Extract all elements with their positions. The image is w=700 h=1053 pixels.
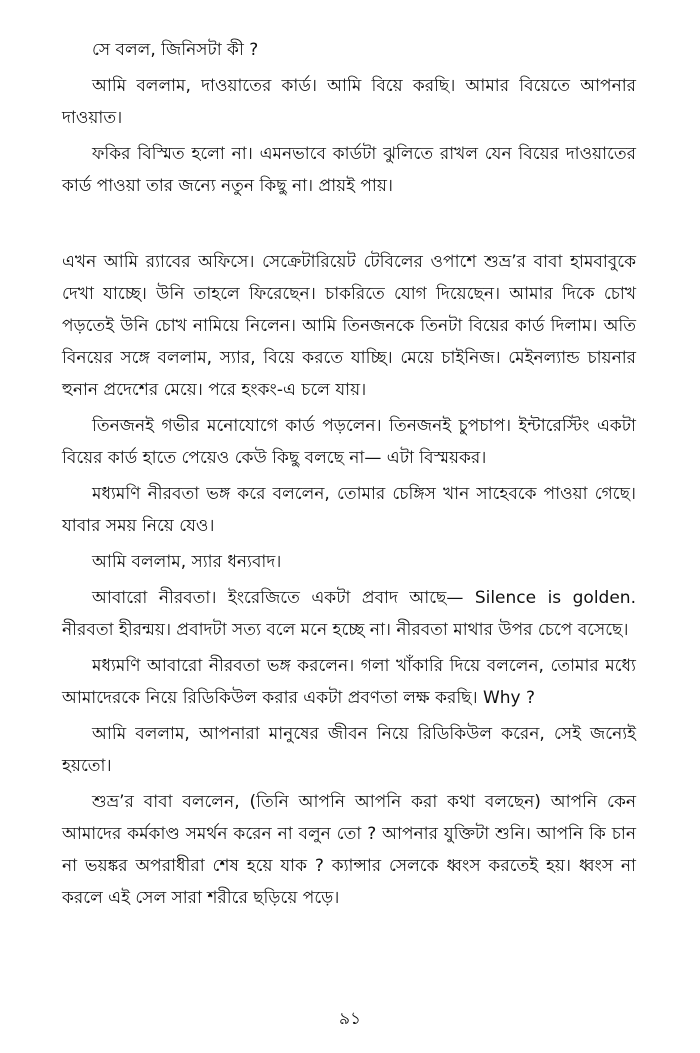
paragraph-9: মধ্যমণি আবারো নীরবতা ভঙ্গ করলেন। গলা খাঁকারি দিয়ে বললেন, তোমার মধ্যে আমাদেরকে নিয়ে রিডিকিউল করার একটা প্রবণতা লক্ষ করছি। Why ? xyxy=(62,656,636,708)
paragraph-5: তিনজনই গভীর মনোযোগে কার্ড পড়লেন। তিনজনই চুপচাপ। ইন্টারেস্টিং একটা বিয়ের কার্ড হাতে পেয়েও কেউ কিছু বলছে না— এটা বিস্ময়কর। xyxy=(62,416,636,468)
section-break xyxy=(62,206,636,246)
book-page-body xyxy=(62,34,636,918)
paragraph-7: আমি বললাম, স্যার ধন্যবাদ। xyxy=(92,552,282,572)
page-number: ৯১ xyxy=(338,1009,362,1029)
paragraph-11: শুভ্র’র বাবা বললেন, (তিনি আপনি আপনি করা কথা বলছেন) আপনি কেন আমাদের কর্মকাণ্ড সমর্থন করেন না বলুন তো ? আপনার যুক্তিটা শুনি। আপনি কি চান না ভয়ঙ্কর অপরাধীরা শেষ হয়ে যাক ? ক্যান্সার সেলকে ধ্বংস করতেই হয়। ধ্বংস না করলে এই সেল সারা শরীরে ছড়িয়ে পড়ে। xyxy=(62,792,636,908)
paragraph-3: ফকির বিস্মিত হলো না। এমনভাবে কার্ডটা ঝুলিতে রাখল যেন বিয়ের দাওয়াতের কার্ড পাওয়া তার জন্যে নতুন কিছু না। প্রায়ই পায়। xyxy=(62,144,636,196)
paragraph-6: মধ্যমণি নীরবতা ভঙ্গ করে বললেন, তোমার চেঙ্গিস খান সাহেবকে পাওয়া গেছে। যাবার সময় নিয়ে যেও। xyxy=(62,484,636,536)
paragraph-10: আমি বললাম, আপনারা মানুষের জীবন নিয়ে রিডিকিউল করেন, সেই জন্যেই হয়তো। xyxy=(62,724,636,776)
paragraph-4: এখন আমি র‍্যাবের অফিসে। সেক্রেটারিয়েট টেবিলের ওপাশে শুভ্র’র বাবা হামবাবুকে দেখা যাচ্ছে। উনি তাহলে ফিরেছেন। চাকরিতে যোগ দিয়েছেন। আমার দিকে চোখ পড়তেই উনি চোখ নামিয়ে নিলেন। আমি তিনজনকে তিনটা বিয়ের কার্ড দিলাম। অতি বিনয়ের সঙ্গে বললাম, স্যার, বিয়ে করতে যাচ্ছি। মেয়ে চাইনিজ। মেইনল্যান্ড চায়নার হুনান প্রদেশের মেয়ে। পরে হংকং-এ চলে যায়। xyxy=(62,252,636,400)
paragraph-2: আমি বললাম, দাওয়াতের কার্ড। আমি বিয়ে করছি। আমার বিয়েতে আপনার দাওয়াত। xyxy=(62,76,636,128)
paragraph-8: আবারো নীরবতা। ইংরেজিতে একটা প্রবাদ আছে— Silence is golden. নীরবতা হীরন্ময়। প্রবাদটা সত্য বলে মনে হচ্ছে না। নীরবতা মাথার উপর চেপে বসেছে। xyxy=(62,588,636,640)
paragraph-1: সে বলল, জিনিসটা কী ? xyxy=(92,40,259,60)
